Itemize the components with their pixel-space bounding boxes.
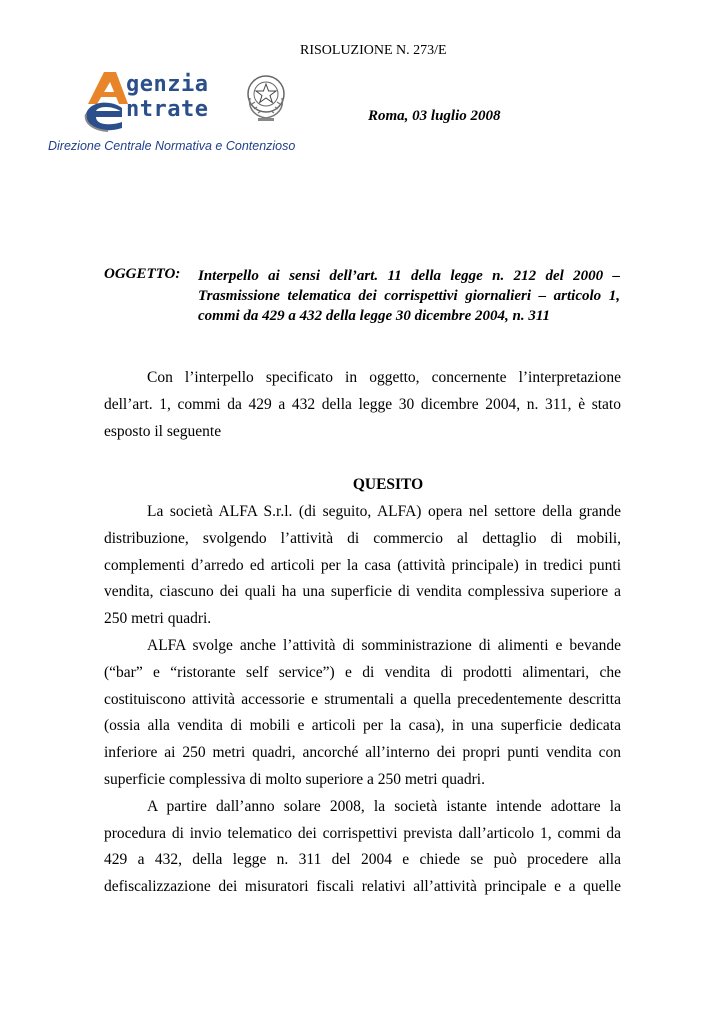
subject-line: Trasmissione telematica dei corrispettivi giornalieri – articolo 1, xyxy=(198,288,620,304)
text-line: vendita, ciascuno dei quali ha una superficie di vendita complessiva superiore a xyxy=(104,583,621,601)
text-line: Con l’interpello specificato in oggetto, concernente l’interpretazione xyxy=(147,369,621,386)
text-line: defiscalizzazione dei misuratori fiscali relativi all’attività principale e a quelle xyxy=(104,878,621,896)
logo-mark-icon xyxy=(82,70,132,132)
italian-republic-emblem-icon xyxy=(244,70,288,124)
text-line: inferiore ai 250 metri quadri, ancorché all’interno dei propri punti vendita con xyxy=(104,744,621,762)
logo-word-ntrate: ntrate xyxy=(126,97,209,122)
text-line: La società ALFA S.r.l. (di seguito, ALFA) opera nel settore della grande xyxy=(147,503,621,520)
text-line: dell’art. 1, commi da 429 a 432 della legge 30 dicembre 2004, n. 311, è stato xyxy=(104,395,621,413)
text-line: procedura di invio telematico dei corrispettivi prevista dall’articolo 1, commi da xyxy=(104,824,621,842)
subject-line: Interpello ai sensi dell’art. 11 della legge n. 212 del 2000 – xyxy=(198,268,620,284)
subject-text xyxy=(198,266,620,326)
section-heading: QUESITO xyxy=(352,476,424,493)
paragraph xyxy=(104,633,621,794)
text-line: 429 a 432, della legge n. 311 del 2004 e chiede se può procedere alla xyxy=(104,851,621,869)
agenzia-entrate-logo xyxy=(82,70,292,132)
quesito-body xyxy=(104,499,621,901)
subject-line: commi da 429 a 432 della legge 30 dicembre 2004, n. 311 xyxy=(198,308,551,324)
subject-label: OGGETTO: xyxy=(104,266,181,282)
resolution-number: RISOLUZIONE N. 273/E xyxy=(300,43,447,58)
department-name: Direzione Centrale Normativa e Contenzioso xyxy=(48,139,296,153)
text-line: distribuzione, svolgendo l’attività di commercio al dettaglio di mobili, xyxy=(104,529,621,547)
text-line: esposto il seguente xyxy=(104,422,222,440)
paragraph xyxy=(104,794,621,901)
paragraph xyxy=(104,499,621,633)
text-line: (ossia alla vendita di mobili e articoli per la casa), in una superficie dedicata xyxy=(104,717,621,735)
logo-word-genzia: genzia xyxy=(126,72,209,97)
text-line: A partire dall’anno solare 2008, la società istante intende adottare la xyxy=(147,797,621,815)
text-line: superficie complessiva di molto superiore a 250 metri quadri. xyxy=(104,770,485,788)
text-line: (“bar” e “ristorante self service”) e di vendita di prodotti alimentari, che xyxy=(104,663,621,681)
date-place: Roma, 03 luglio 2008 xyxy=(368,108,501,124)
text-line: 250 metri quadri. xyxy=(104,610,212,628)
intro-paragraph xyxy=(104,365,621,445)
text-line: complementi d’arredo ed articoli per la casa (attività principale) in tredici punti xyxy=(104,556,621,574)
text-line: ALFA svolge anche l’attività di somministrazione di alimenti e bevande xyxy=(147,636,621,654)
text-line: costituiscono attività accessorie e strumentali a quella precedentemente descritta xyxy=(104,690,621,708)
